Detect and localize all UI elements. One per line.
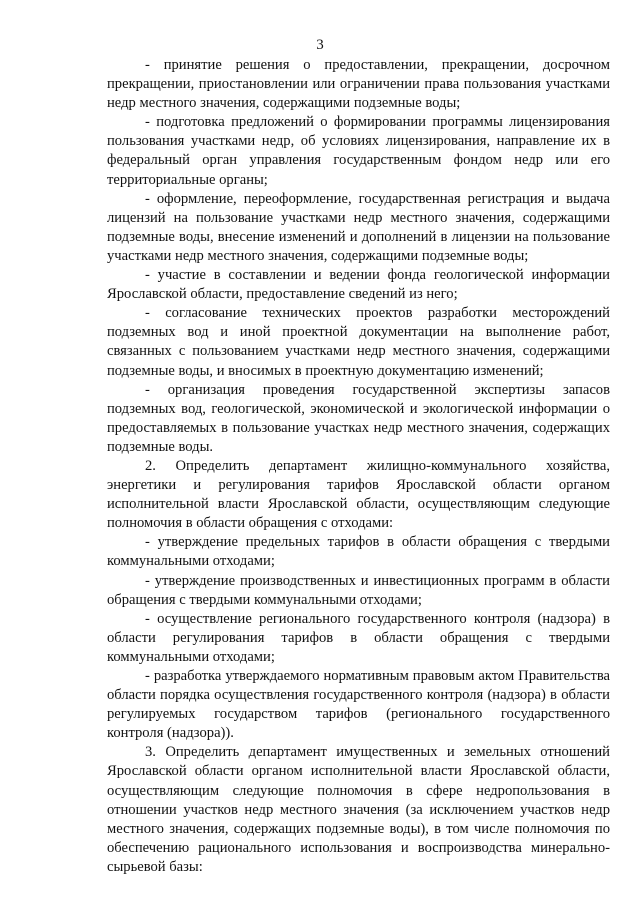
paragraph: - участие в составлении и ведении фонда геологической информации Ярославской области, предоставление сведений из него; [107, 267, 610, 303]
paragraph: 3. Определить департамент имущественных и земельных отношений Ярославской области органом исполнительной власти Ярославской области, осуществляющим следующие полномочия в сфере недропользования в отношении участков недр местного значения (за исключением участков недр местного значения, содержащих подземные воды), в том числе полномочия по обеспечению рационального использования и воспроизводства минерально-сырьевой базы: [107, 744, 610, 875]
paragraph: - осуществление регионального государственного контроля (надзора) в области регулирования тарифов в области обращения с твердыми коммунальными отходами; [107, 610, 610, 665]
page-number: 3 [316, 37, 324, 53]
paragraph: - подготовка предложений о формировании программы лицензирования пользования участками недр, об условиях лицензирования, направление их в федеральный орган управления государственным фондом недр или его территориальные органы; [107, 114, 610, 188]
paragraph: - согласование технических проектов разработки месторождений подземных вод и иной проектной документации на выполнение работ, связанных с пользованием участками недр местного значения, содержащими подземные воды, и вносимых в проектную документацию изменений; [107, 305, 610, 379]
document-body [107, 56, 610, 877]
paragraph: - организация проведения государственной экспертизы запасов подземных вод, геологической, экономической и экологической информации о предоставляемых в пользование участках недр местного значения, содержащих подземные воды. [107, 381, 610, 455]
paragraph: - принятие решения о предоставлении, прекращении, досрочном прекращении, приостановлении или ограничении права пользования участками недр местного значения, содержащими подземные воды; [107, 57, 610, 112]
paragraph: 2. Определить департамент жилищно-коммунального хозяйства, энергетики и регулирования тарифов Ярославской области органом исполнительной власти Ярославской области, осуществляющим следующие полномочия в области обращения с отходами: [107, 457, 610, 532]
paragraph: - разработка утверждаемого нормативным правовым актом Правительства области порядка осуществления государственного контроля (надзора) в области регулируемых государством тарифов (регионального государственного контроля (надзора)). [107, 668, 610, 742]
paragraph: - оформление, переоформление, государственная регистрация и выдача лицензий на пользование участками недр местного значения, содержащими подземные воды, внесение изменений и дополнений в лицензии на пользование участками недр местного значения, содержащими подземные воды; [107, 190, 610, 264]
paragraph: - утверждение предельных тарифов в области обращения с твердыми коммунальными отходами; [107, 534, 610, 570]
paragraph: - утверждение производственных и инвестиционных программ в области обращения с твердыми коммунальными отходами; [107, 572, 610, 608]
